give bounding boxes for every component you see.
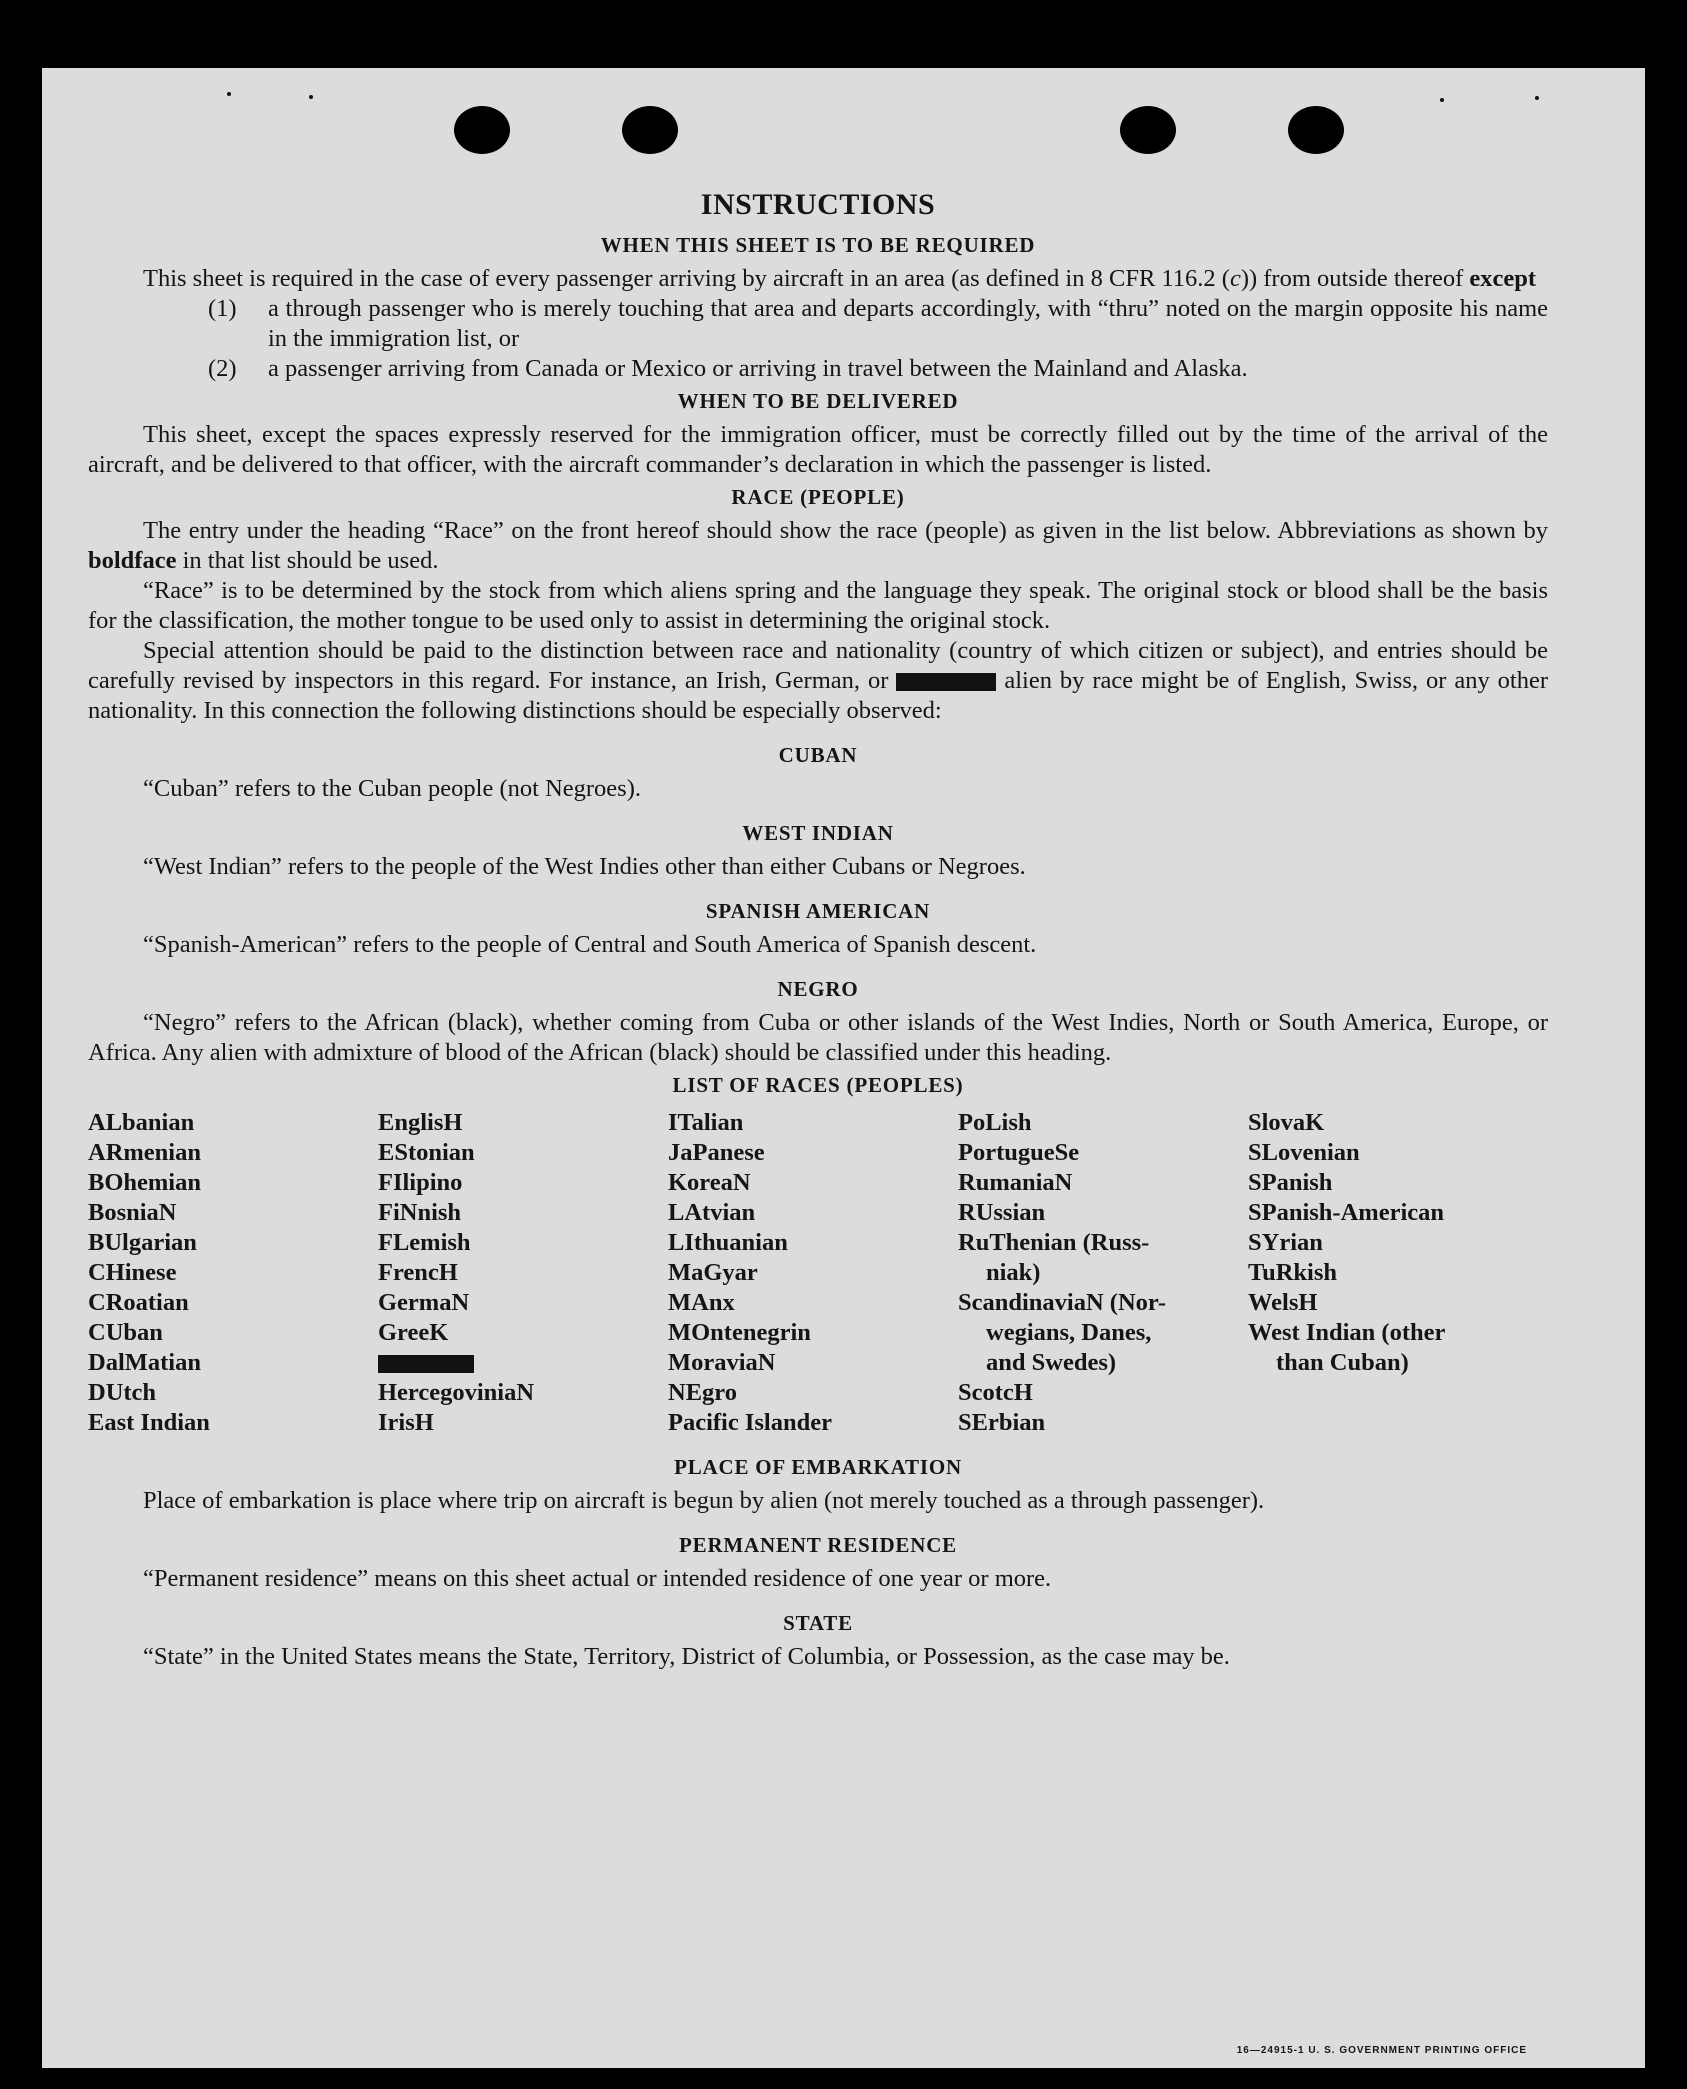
race-entry: KoreaN bbox=[668, 1169, 751, 1196]
required-intro: This sheet is required in the case of every passenger arriving by aircraft in an area (as defined in 8 CFR 116.2 (c)) from outside thereof except bbox=[143, 265, 1537, 292]
race-entry: RumaniaN bbox=[958, 1169, 1073, 1196]
race-entry: BOhemian bbox=[88, 1169, 201, 1196]
heading-state: STATE bbox=[783, 1611, 853, 1635]
race-entry: RUssian bbox=[958, 1199, 1046, 1226]
race-entry: CRoatian bbox=[88, 1289, 189, 1316]
punch-hole bbox=[622, 106, 678, 154]
race-entry-continued: niak) bbox=[986, 1259, 1041, 1286]
punch-hole bbox=[1120, 106, 1176, 154]
residence-text: “Permanent residence” means on this sheet actual or intended residence of one year or more. bbox=[143, 1565, 1052, 1592]
exception-item-2: (2) a passenger arriving from Canada or Mexico or arriving in travel between the Mainland and Alaska. bbox=[208, 355, 1248, 382]
races-column-4 bbox=[958, 1108, 1248, 1438]
instructions-content bbox=[88, 188, 1548, 1672]
race-entry: LAtvian bbox=[668, 1199, 756, 1226]
race-entry: East Indian bbox=[88, 1409, 210, 1436]
race-entry: Pacific Islander bbox=[668, 1409, 832, 1436]
document-sheet bbox=[42, 68, 1645, 2068]
race-entry: BosniaN bbox=[88, 1199, 177, 1226]
race-entry: GermaN bbox=[378, 1289, 470, 1316]
exception-item-1: (1) a through passenger who is merely touching that area and departs accordingly, with “thru” noted on the margin opposite his name in the immigration list, or bbox=[208, 295, 1548, 352]
heading-list-of-races: LIST OF RACES (PEOPLES) bbox=[672, 1073, 964, 1097]
cuban-text: “Cuban” refers to the Cuban people (not Negroes). bbox=[143, 775, 641, 802]
race-paragraph-1: The entry under the heading “Race” on the front hereof should show the race (people) as given in the list below. Abbreviations as shown by boldface in that list should be used. bbox=[88, 517, 1548, 574]
race-entry: ScandinaviaN (Nor- bbox=[958, 1289, 1167, 1316]
race-entry: SErbian bbox=[958, 1409, 1046, 1436]
race-entry: DUtch bbox=[88, 1379, 157, 1406]
race-entry: FiNnish bbox=[378, 1199, 462, 1226]
race-entry: EStonian bbox=[378, 1139, 475, 1166]
heading-when-delivered: WHEN TO BE DELIVERED bbox=[677, 389, 959, 413]
delivered-text: This sheet, except the spaces expressly reserved for the immigration officer, must be correctly filled out by the time of the arrival of the aircraft, and be delivered to that officer, with the aircraft commander’s declaration in which the passenger is listed. bbox=[88, 421, 1548, 478]
race-paragraph-3: Special attention should be paid to the distinction between race and nationality (country of which citizen or subject), and entries should be carefully revised by inspectors in this regard. For instance, an Irish, German, or alien by race might be of English, Swiss, or any other nationality. In this connection the following distinctions should be especially observed: bbox=[88, 637, 1548, 724]
race-entry: SLovenian bbox=[1248, 1139, 1360, 1166]
race-entry: ITalian bbox=[668, 1109, 744, 1136]
race-entry: ScotcH bbox=[958, 1379, 1033, 1406]
race-entry: FLemish bbox=[378, 1229, 471, 1256]
race-entry: JaPanese bbox=[668, 1139, 765, 1166]
paper-speck bbox=[227, 92, 231, 96]
race-entry: SPanish bbox=[1248, 1169, 1333, 1196]
heading-embarkation: PLACE OF EMBARKATION bbox=[674, 1455, 962, 1479]
race-entry: GreeK bbox=[378, 1319, 449, 1346]
heading-west-indian: WEST INDIAN bbox=[742, 821, 894, 845]
race-entry-redacted bbox=[378, 1348, 668, 1378]
heading-race: RACE (PEOPLE) bbox=[731, 485, 905, 509]
race-entry: NEgro bbox=[668, 1379, 737, 1406]
race-entry: RuThenian (Russ- bbox=[958, 1229, 1150, 1256]
race-entry: CUban bbox=[88, 1319, 163, 1346]
races-column-1 bbox=[88, 1108, 378, 1438]
race-entry: EnglisH bbox=[378, 1109, 463, 1136]
page-title: INSTRUCTIONS bbox=[700, 188, 936, 221]
heading-cuban: CUBAN bbox=[778, 743, 858, 767]
race-entry: SPanish-American bbox=[1248, 1199, 1444, 1226]
paper-speck bbox=[309, 95, 313, 99]
race-entry-continued: wegians, Danes, bbox=[986, 1319, 1152, 1346]
race-entry: MaGyar bbox=[668, 1259, 758, 1286]
race-entry: HercegoviniaN bbox=[378, 1379, 535, 1406]
paper-speck bbox=[1440, 98, 1444, 102]
punch-hole bbox=[454, 106, 510, 154]
race-entry: SYrian bbox=[1248, 1229, 1323, 1256]
race-entry: CHinese bbox=[88, 1259, 177, 1286]
race-entry: PortugueSe bbox=[958, 1139, 1080, 1166]
negro-text: “Negro” refers to the African (black), whether coming from Cuba or other islands of the West Indies, North or South America, Europe, or Africa. Any alien with admixture of blood of the African (black) should be classified under this heading. bbox=[88, 1009, 1548, 1066]
state-text: “State” in the United States means the State, Territory, District of Columbia, or Possession, as the case may be. bbox=[143, 1643, 1230, 1670]
race-entry: ALbanian bbox=[88, 1109, 195, 1136]
heading-permanent-residence: PERMANENT RESIDENCE bbox=[679, 1533, 957, 1557]
races-column-5 bbox=[1248, 1108, 1538, 1438]
races-list bbox=[88, 1108, 1548, 1438]
races-column-3 bbox=[668, 1108, 958, 1438]
embarkation-text: Place of embarkation is place where trip on aircraft is begun by alien (not merely touched as a through passenger). bbox=[143, 1487, 1265, 1514]
spanish-american-text: “Spanish-American” refers to the people of Central and South America of Spanish descent. bbox=[143, 931, 1037, 958]
printing-office-footer: 16—24915-1 U. S. GOVERNMENT PRINTING OFFICE bbox=[1236, 2045, 1527, 2056]
race-entry: FIlipino bbox=[378, 1169, 463, 1196]
heading-negro: NEGRO bbox=[777, 977, 859, 1001]
race-entry: IrisH bbox=[378, 1409, 434, 1436]
race-entry: BUlgarian bbox=[88, 1229, 197, 1256]
west-indian-text: “West Indian” refers to the people of the West Indies other than either Cubans or Negroes. bbox=[143, 853, 1026, 880]
race-entry: MAnx bbox=[668, 1289, 735, 1316]
race-entry: MoraviaN bbox=[668, 1349, 776, 1376]
race-entry-continued: than Cuban) bbox=[1276, 1349, 1409, 1376]
race-entry: PoLish bbox=[958, 1109, 1032, 1136]
race-entry: LIthuanian bbox=[668, 1229, 788, 1256]
race-entry: WelsH bbox=[1248, 1289, 1318, 1316]
paper-speck bbox=[1535, 96, 1539, 100]
heading-when-required: WHEN THIS SHEET IS TO BE REQUIRED bbox=[600, 233, 1036, 257]
races-column-2 bbox=[378, 1108, 668, 1438]
heading-spanish-american: SPANISH AMERICAN bbox=[705, 899, 931, 923]
race-entry: West Indian (other bbox=[1248, 1319, 1446, 1346]
race-entry: DalMatian bbox=[88, 1349, 201, 1376]
race-entry: SlovaK bbox=[1248, 1109, 1325, 1136]
race-entry: MOntenegrin bbox=[668, 1319, 811, 1346]
race-entry-continued: and Swedes) bbox=[986, 1349, 1117, 1376]
race-paragraph-2: “Race” is to be determined by the stock from which aliens spring and the language they speak. The original stock or blood shall be the basis for the classification, the mother tongue to be used only to assist in determining the original stock. bbox=[88, 577, 1548, 634]
race-entry: TuRkish bbox=[1248, 1259, 1338, 1286]
punch-hole bbox=[1288, 106, 1344, 154]
redaction-mark bbox=[896, 673, 996, 691]
race-entry: ARmenian bbox=[88, 1139, 201, 1166]
race-entry: FrencH bbox=[378, 1259, 458, 1286]
